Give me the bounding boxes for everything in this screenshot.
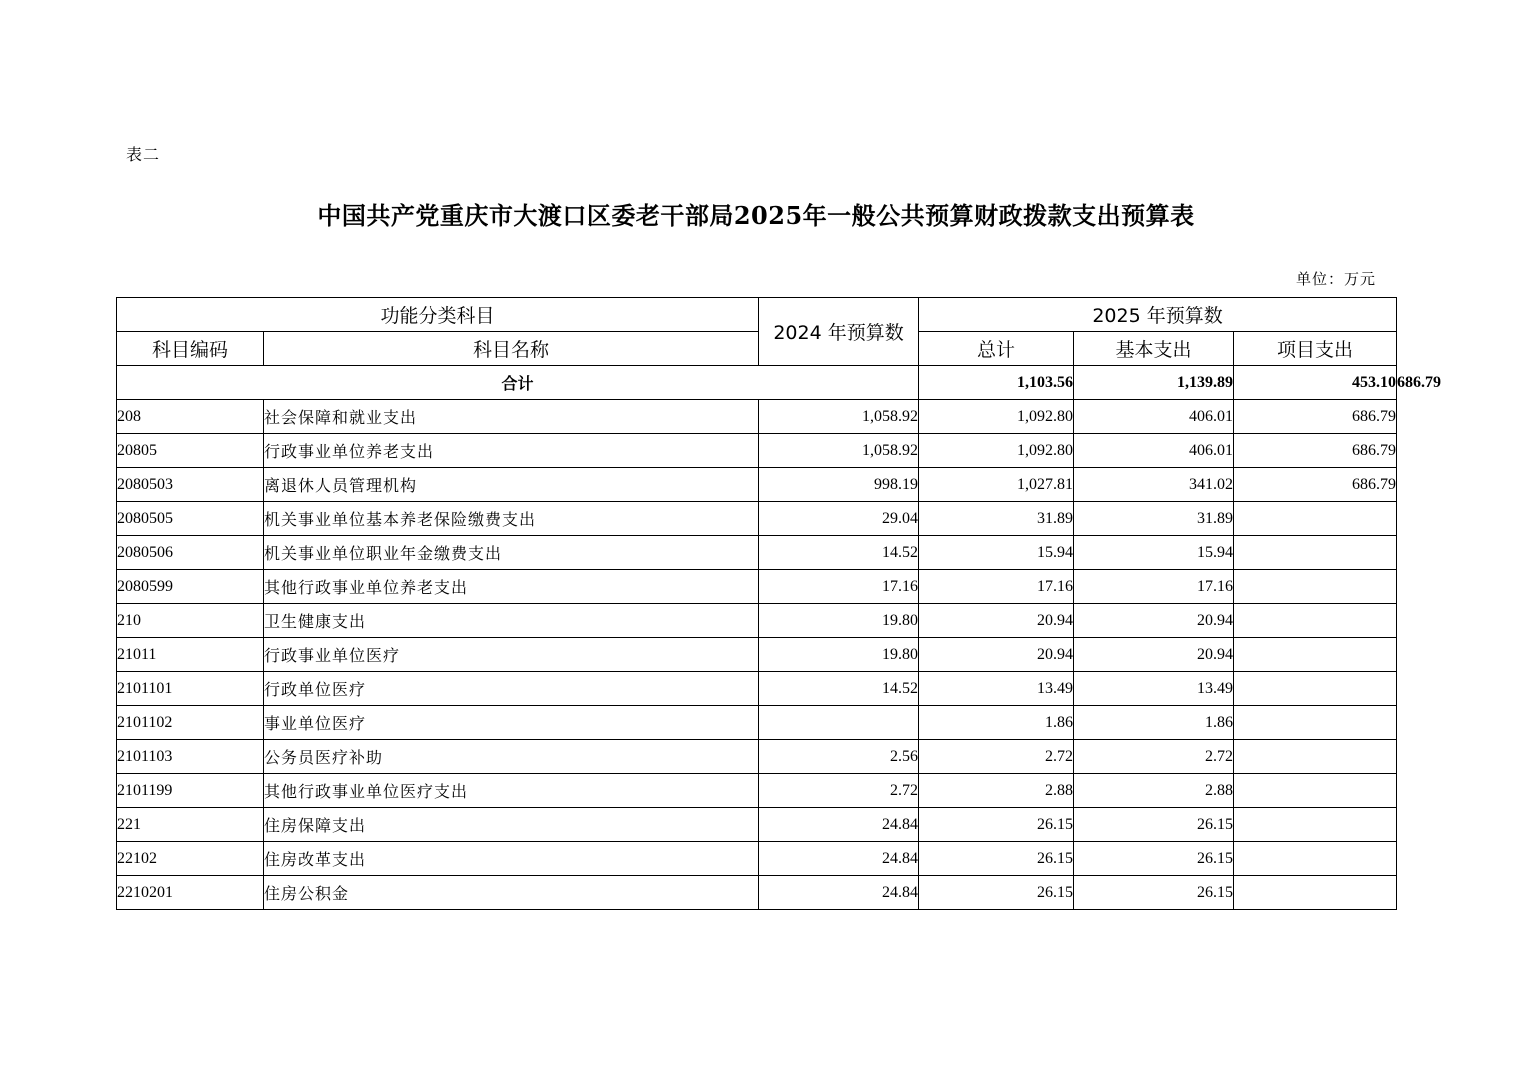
row-code: 221: [117, 808, 264, 842]
row-project: [1234, 842, 1397, 876]
header-row: [117, 332, 1397, 366]
row-code: 2101103: [117, 740, 264, 774]
header-subject-name: 科目名称: [264, 332, 759, 366]
row-basic: 1.86: [1074, 706, 1234, 740]
row-code: 210: [117, 604, 264, 638]
row-project: 686.79: [1234, 400, 1397, 434]
row-name: 机关事业单位职业年金缴费支出: [264, 536, 759, 570]
row-budget-2024: [759, 706, 919, 740]
row-basic: 31.89: [1074, 502, 1234, 536]
row-total: 2.72: [919, 740, 1074, 774]
row-code: 2080599: [117, 570, 264, 604]
table-label: 表二: [126, 145, 161, 164]
row-name: 公务员医疗补助: [264, 740, 759, 774]
row-project: 686.79: [1234, 468, 1397, 502]
row-basic: 20.94: [1074, 638, 1234, 672]
row-total: 17.16: [919, 570, 1074, 604]
row-basic: 13.49: [1074, 672, 1234, 706]
table-row: [117, 570, 1397, 604]
row-total: 13.49: [919, 672, 1074, 706]
total-basic: 453.10: [1234, 366, 1397, 400]
table-row: [117, 876, 1397, 910]
row-name: 离退休人员管理机构: [264, 468, 759, 502]
row-code: 208: [117, 400, 264, 434]
row-code: 2080503: [117, 468, 264, 502]
row-total: 26.15: [919, 876, 1074, 910]
row-budget-2024: 17.16: [759, 570, 919, 604]
row-basic: 26.15: [1074, 876, 1234, 910]
row-project: [1234, 502, 1397, 536]
row-total: 26.15: [919, 808, 1074, 842]
table-row: [117, 740, 1397, 774]
row-name: 事业单位医疗: [264, 706, 759, 740]
row-name: 社会保障和就业支出: [264, 400, 759, 434]
row-total: 1.86: [919, 706, 1074, 740]
row-name: 行政单位医疗: [264, 672, 759, 706]
total-budget-2024: 1,103.56: [919, 366, 1074, 400]
row-code: 21011: [117, 638, 264, 672]
row-budget-2024: 2.56: [759, 740, 919, 774]
row-budget-2024: 14.52: [759, 672, 919, 706]
row-project: [1234, 774, 1397, 808]
row-project: [1234, 638, 1397, 672]
row-basic: 26.15: [1074, 842, 1234, 876]
row-total: 1,027.81: [919, 468, 1074, 502]
table-row: [117, 842, 1397, 876]
table-row: [117, 536, 1397, 570]
row-project: [1234, 706, 1397, 740]
table-row: [117, 434, 1397, 468]
total-total: 1,139.89: [1074, 366, 1234, 400]
header-total: 总计: [919, 332, 1074, 366]
row-budget-2024: 24.84: [759, 808, 919, 842]
row-budget-2024: 998.19: [759, 468, 919, 502]
row-code: 2080505: [117, 502, 264, 536]
row-basic: 26.15: [1074, 808, 1234, 842]
row-basic: 2.72: [1074, 740, 1234, 774]
row-code: 20805: [117, 434, 264, 468]
row-code: 22102: [117, 842, 264, 876]
row-name: 其他行政事业单位养老支出: [264, 570, 759, 604]
row-project: 686.79: [1234, 434, 1397, 468]
row-budget-2024: 1,058.92: [759, 434, 919, 468]
row-basic: 17.16: [1074, 570, 1234, 604]
table-row: [117, 604, 1397, 638]
unit-label: 单位：万元: [1296, 270, 1377, 288]
row-project: [1234, 808, 1397, 842]
row-total: 31.89: [919, 502, 1074, 536]
row-budget-2024: 29.04: [759, 502, 919, 536]
header-row: [117, 298, 1397, 332]
row-basic: 2.88: [1074, 774, 1234, 808]
table-row: [117, 808, 1397, 842]
table-row: [117, 400, 1397, 434]
header-basic: 基本支出: [1074, 332, 1234, 366]
table-row: [117, 774, 1397, 808]
row-name: 住房公积金: [264, 876, 759, 910]
row-total: 20.94: [919, 604, 1074, 638]
table-row: [117, 672, 1397, 706]
row-basic: 20.94: [1074, 604, 1234, 638]
row-budget-2024: 1,058.92: [759, 400, 919, 434]
row-total: 1,092.80: [919, 434, 1074, 468]
row-total: 1,092.80: [919, 400, 1074, 434]
table-row: [117, 502, 1397, 536]
table-row: [117, 468, 1397, 502]
page-title: 中国共产党重庆市大渡口区委老干部局2025年一般公共预算财政拨款支出预算表: [317, 201, 1195, 230]
header-budget-2024: 2024 年预算数: [759, 298, 919, 366]
row-basic: 341.02: [1074, 468, 1234, 502]
row-budget-2024: 2.72: [759, 774, 919, 808]
header-budget-2025: 2025 年预算数: [919, 298, 1397, 332]
row-total: 26.15: [919, 842, 1074, 876]
row-name: 住房改革支出: [264, 842, 759, 876]
row-budget-2024: 24.84: [759, 876, 919, 910]
header-subject-code: 科目编码: [117, 332, 264, 366]
row-budget-2024: 24.84: [759, 842, 919, 876]
header-function-class: 功能分类科目: [117, 298, 759, 332]
row-code: 2080506: [117, 536, 264, 570]
row-project: [1234, 536, 1397, 570]
row-name: 其他行政事业单位医疗支出: [264, 774, 759, 808]
row-total: 15.94: [919, 536, 1074, 570]
row-code: 2101102: [117, 706, 264, 740]
row-name: 住房保障支出: [264, 808, 759, 842]
total-row: 合计 1,103.56 1,139.89 453.10 686.79: [117, 366, 1397, 400]
total-label: 合计: [117, 366, 919, 400]
row-budget-2024: 19.80: [759, 638, 919, 672]
budget-table: [116, 297, 1442, 910]
row-total: 2.88: [919, 774, 1074, 808]
table-row: [117, 706, 1397, 740]
table-row: [117, 638, 1397, 672]
row-code: 2210201: [117, 876, 264, 910]
row-name: 行政事业单位养老支出: [264, 434, 759, 468]
row-code: 2101101: [117, 672, 264, 706]
row-name: 机关事业单位基本养老保险缴费支出: [264, 502, 759, 536]
row-name: 卫生健康支出: [264, 604, 759, 638]
header-project: 项目支出: [1234, 332, 1397, 366]
row-code: 2101199: [117, 774, 264, 808]
row-project: [1234, 740, 1397, 774]
row-total: 20.94: [919, 638, 1074, 672]
row-basic: 406.01: [1074, 434, 1234, 468]
row-project: [1234, 876, 1397, 910]
row-budget-2024: 14.52: [759, 536, 919, 570]
row-name: 行政事业单位医疗: [264, 638, 759, 672]
row-basic: 15.94: [1074, 536, 1234, 570]
row-project: [1234, 672, 1397, 706]
row-project: [1234, 570, 1397, 604]
row-basic: 406.01: [1074, 400, 1234, 434]
row-project: [1234, 604, 1397, 638]
row-budget-2024: 19.80: [759, 604, 919, 638]
